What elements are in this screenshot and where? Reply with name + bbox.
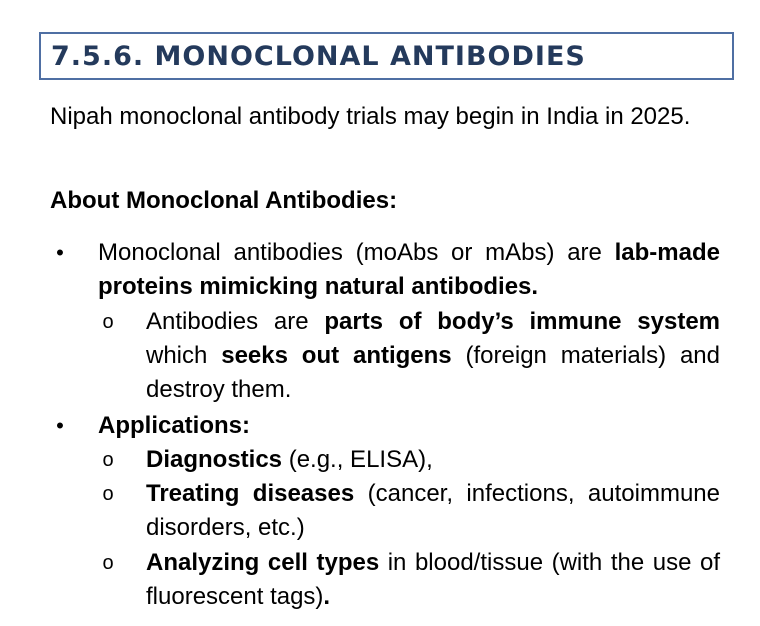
sub-bullet-text [146, 477, 720, 545]
text-bold: Analyzing cell types [146, 549, 380, 576]
text-normal: (foreign materials) and destroy them. [146, 342, 720, 403]
text-normal: Antibodies are [146, 308, 325, 335]
circle-bullet-icon: o [102, 311, 114, 333]
text-bold: . [323, 583, 331, 610]
sub-bullet-text [146, 305, 720, 407]
intro-paragraph: Nipah monoclonal antibody trials may begin in India in 2025. [50, 103, 691, 130]
section-heading: 7.5.6. MONOCLONAL ANTIBODIES [51, 41, 586, 72]
text-normal: (cancer, infections, autoimmune disorders, etc.) [146, 480, 720, 541]
section-heading-box [39, 32, 734, 80]
bullet-text: Applications: [98, 412, 251, 439]
circle-bullet-icon: o [102, 483, 114, 505]
bullet-icon: • [56, 413, 64, 438]
bullet-text [98, 236, 720, 304]
circle-bullet-icon: o [102, 449, 114, 471]
sub-bullet-text [146, 546, 720, 614]
sub-bullet-text [146, 443, 720, 477]
text-normal: Monoclonal antibodies (moAbs or mAbs) are [98, 239, 615, 266]
about-title: About Monoclonal Antibodies: [50, 187, 398, 214]
text-bold: Treating diseases [146, 480, 355, 507]
text-bold: seeks out antigens [221, 342, 452, 369]
text-normal: (e.g., ELISA), [282, 446, 433, 473]
text-normal: in blood/tissue (with the use of fluorescent tags) [146, 549, 720, 610]
text-bold: Diagnostics [146, 446, 283, 473]
bullet-icon: • [56, 240, 64, 265]
text-bold: lab-made proteins mimicking natural antibodies. [98, 239, 720, 300]
circle-bullet-icon: o [102, 552, 114, 574]
text-normal: which [146, 342, 222, 369]
text-bold: parts of body’s immune system [324, 308, 721, 335]
